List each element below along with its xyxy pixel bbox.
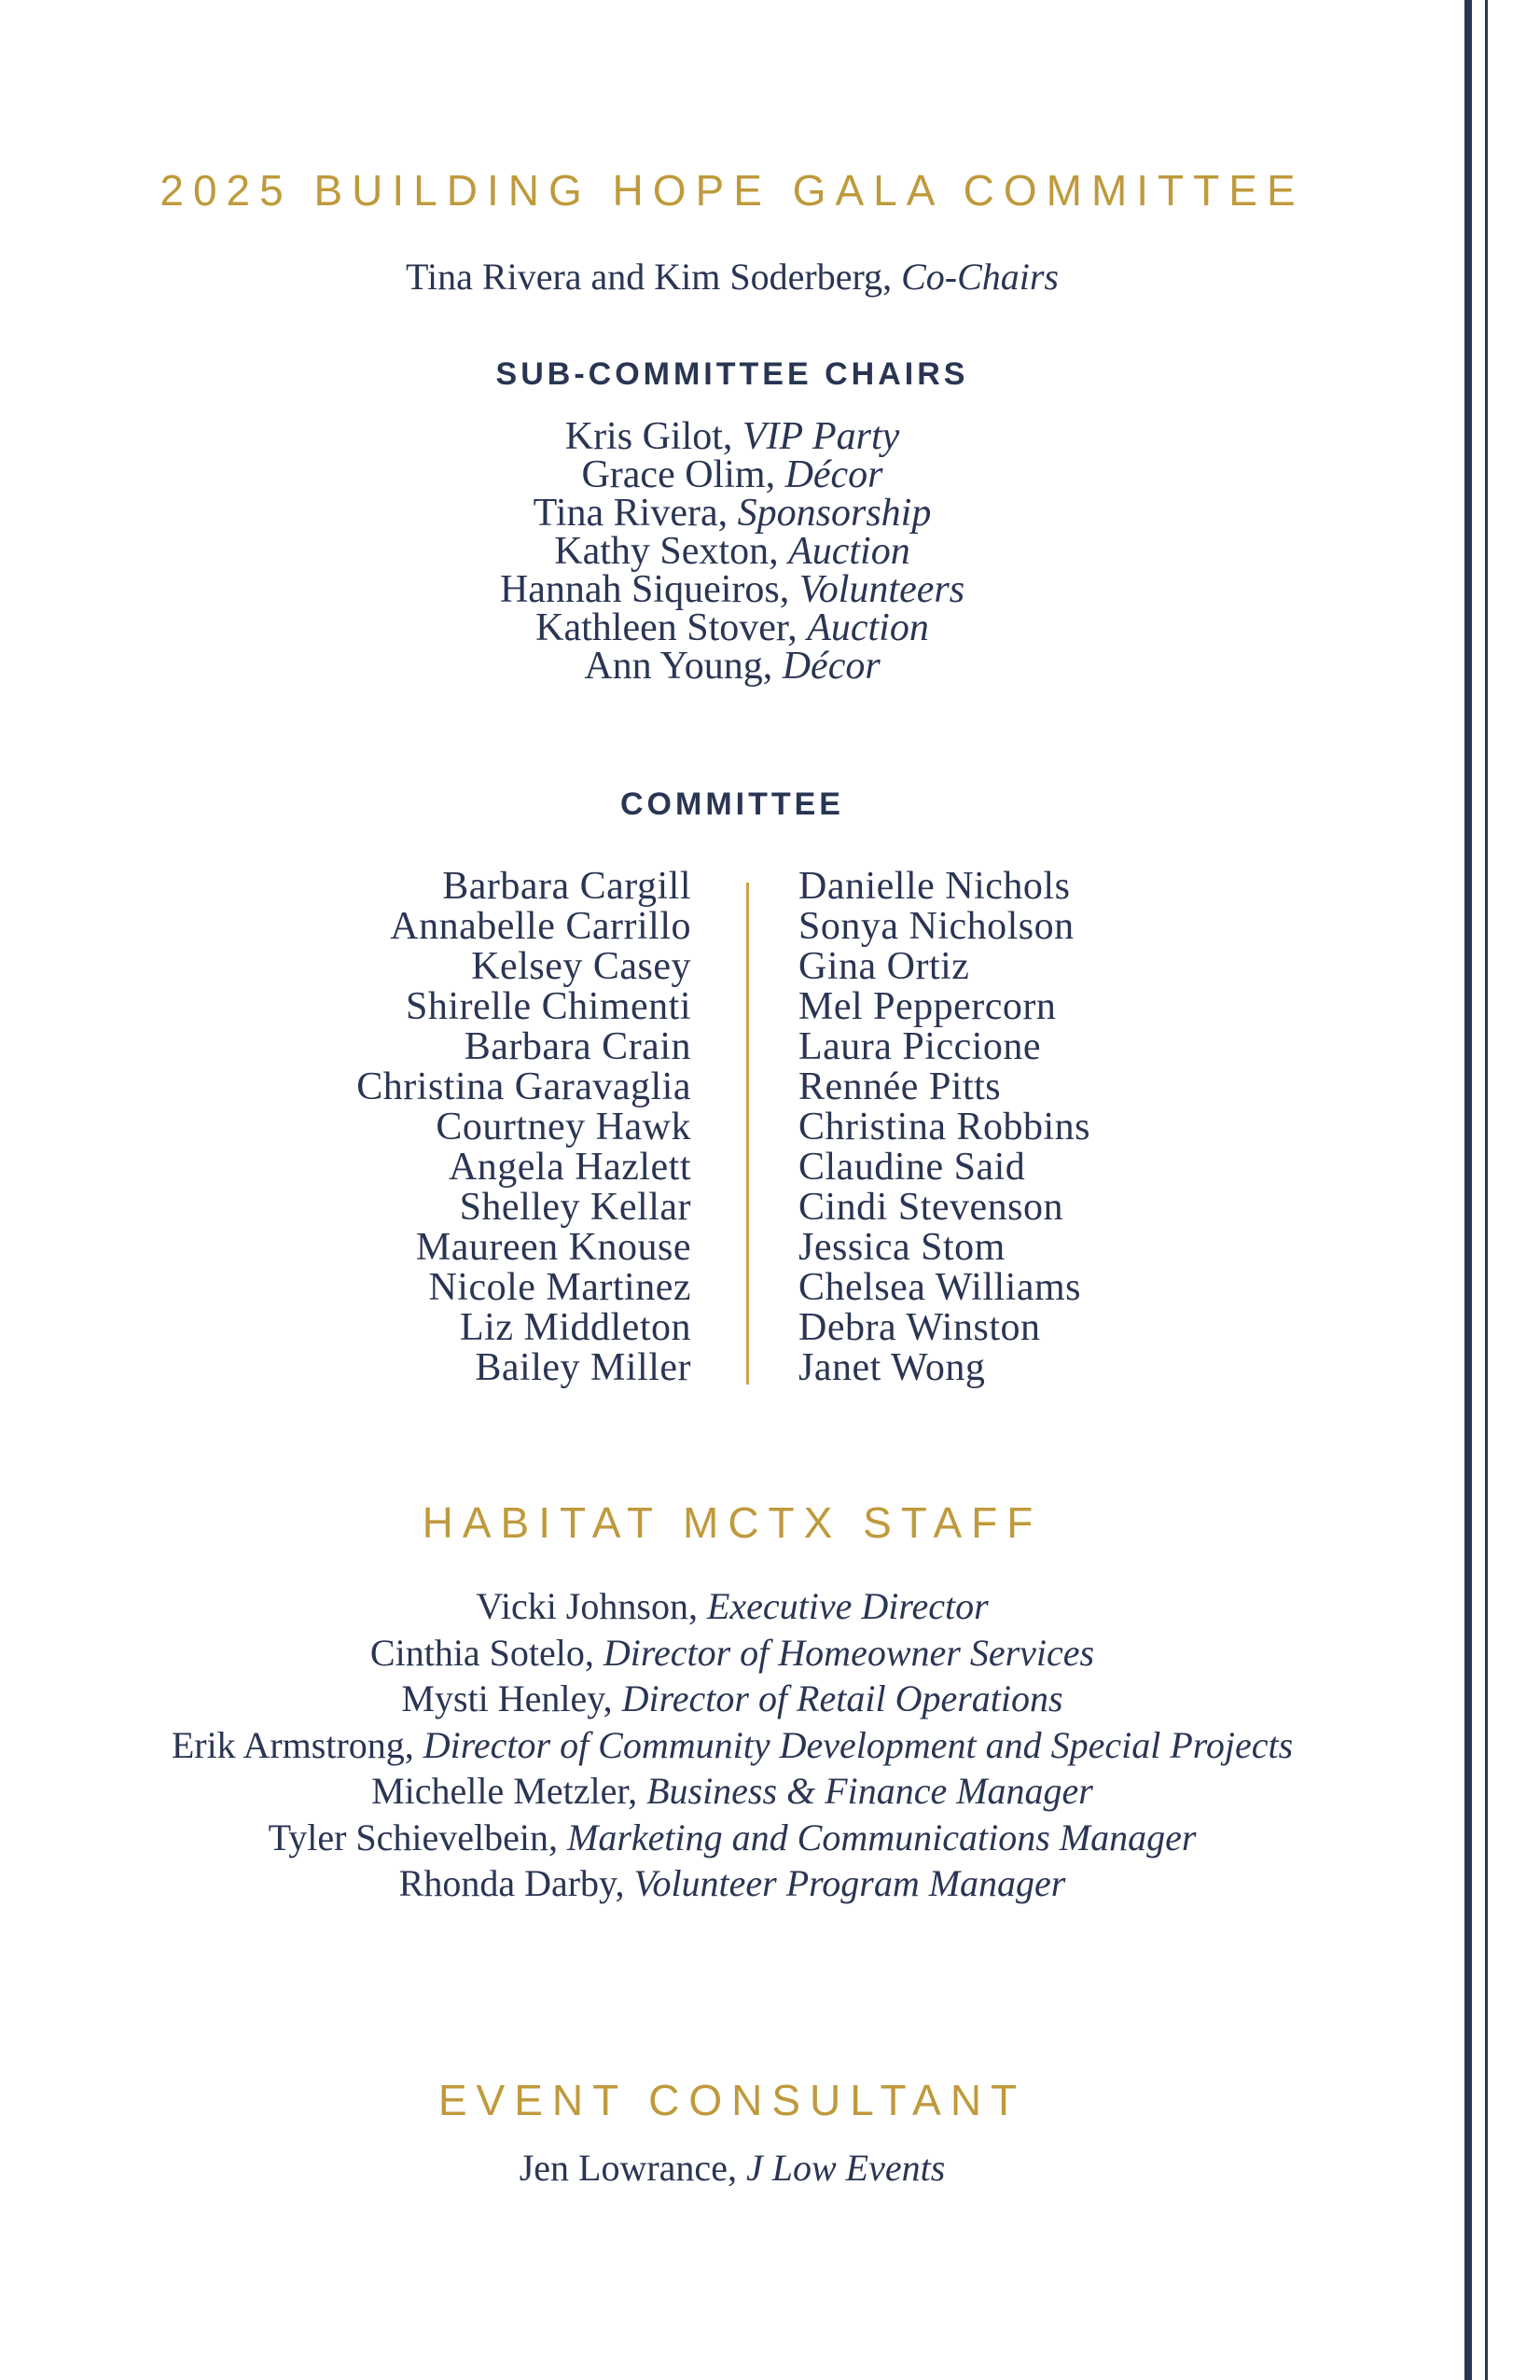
consultant-line: Jen Lowrance, J Low Events xyxy=(519,2147,946,2189)
committee-heading: COMMITTEE xyxy=(620,786,844,822)
list-item: Kathy Sexton, Auction xyxy=(554,530,910,573)
list-item: Kris Gilot, VIP Party xyxy=(564,415,900,458)
co-chairs-role: Co-Chairs xyxy=(901,256,1059,298)
co-chairs-line: Tina Rivera and Kim Soderberg, Co-Chairs xyxy=(406,256,1059,298)
list-item: Bailey Miller xyxy=(475,1346,691,1389)
list-item: Ann Young, Décor xyxy=(584,645,881,688)
list-item: Erik Armstrong, Director of Community Development and Special Projects xyxy=(171,1723,1294,1766)
list-item: Jessica Stom xyxy=(798,1226,1006,1269)
gala-committee-heading: 2025 BUILDING HOPE GALA COMMITTEE xyxy=(160,166,1305,215)
list-item: Claudine Said xyxy=(798,1146,1026,1189)
list-item: Nicole Martinez xyxy=(428,1266,691,1309)
consultant-role: J Low Events xyxy=(745,2147,946,2189)
list-item: Barbara Crain xyxy=(464,1025,691,1068)
consultant-name: Jen Lowrance xyxy=(519,2147,728,2189)
list-item: Maureen Knouse xyxy=(415,1226,691,1269)
list-item: Sonya Nicholson xyxy=(798,905,1075,948)
list-item: Gina Ortiz xyxy=(798,945,970,988)
list-item: Laura Piccione xyxy=(798,1025,1042,1068)
committee-list-left xyxy=(356,867,691,1388)
list-item: Kathleen Stover, Auction xyxy=(535,606,929,649)
list-item: Christina Robbins xyxy=(798,1106,1091,1148)
list-item: Tina Rivera, Sponsorship xyxy=(533,492,932,535)
staff-list xyxy=(0,1583,1464,1907)
list-item: Angela Hazlett xyxy=(448,1146,691,1189)
border-rule-thick xyxy=(1464,0,1472,2380)
list-item: Chelsea Williams xyxy=(798,1266,1081,1309)
list-item: Cindi Stevenson xyxy=(798,1186,1064,1229)
list-item: Shelley Kellar xyxy=(459,1186,691,1229)
list-item: Annabelle Carrillo xyxy=(390,905,691,948)
list-item: Hannah Siqueiros, Volunteers xyxy=(499,568,965,611)
list-item: Courtney Hawk xyxy=(436,1106,691,1148)
subcommittee-heading: SUB-COMMITTEE CHAIRS xyxy=(495,356,969,392)
staff-heading: HABITAT MCTX STAFF xyxy=(422,1498,1043,1547)
list-item: Debra Winston xyxy=(798,1306,1041,1349)
committee-column-divider xyxy=(746,883,749,1385)
committee-list-right xyxy=(798,867,1090,1388)
list-item: Cinthia Sotelo, Director of Homeowner Services xyxy=(369,1631,1095,1674)
list-item: Mel Peppercorn xyxy=(798,985,1057,1028)
list-item: Shirelle Chimenti xyxy=(406,985,691,1028)
list-item: Christina Garavaglia xyxy=(356,1065,691,1108)
border-rule-thin xyxy=(1485,0,1488,2380)
list-item: Barbara Cargill xyxy=(442,865,691,908)
list-item: Vicki Johnson, Executive Director xyxy=(476,1585,989,1627)
co-chairs-names: Tina Rivera and Kim Soderberg xyxy=(406,256,883,298)
list-item: Liz Middleton xyxy=(460,1306,691,1349)
list-item: Danielle Nichols xyxy=(798,865,1071,908)
list-item: Grace Olim, Décor xyxy=(581,453,883,496)
list-item: Michelle Metzler, Business & Finance Manager xyxy=(371,1770,1093,1812)
list-item: Tyler Schievelbein, Marketing and Communications Manager xyxy=(268,1816,1197,1858)
consultant-heading: EVENT CONSULTANT xyxy=(437,2076,1027,2124)
list-item: Mysti Henley, Director of Retail Operations xyxy=(401,1677,1063,1719)
list-item: Rhonda Darby, Volunteer Program Manager xyxy=(398,1862,1066,1904)
list-item: Kelsey Casey xyxy=(471,945,691,988)
list-item: Janet Wong xyxy=(798,1346,986,1389)
list-item: Rennée Pitts xyxy=(798,1065,1002,1108)
subcommittee-list xyxy=(0,415,1464,688)
